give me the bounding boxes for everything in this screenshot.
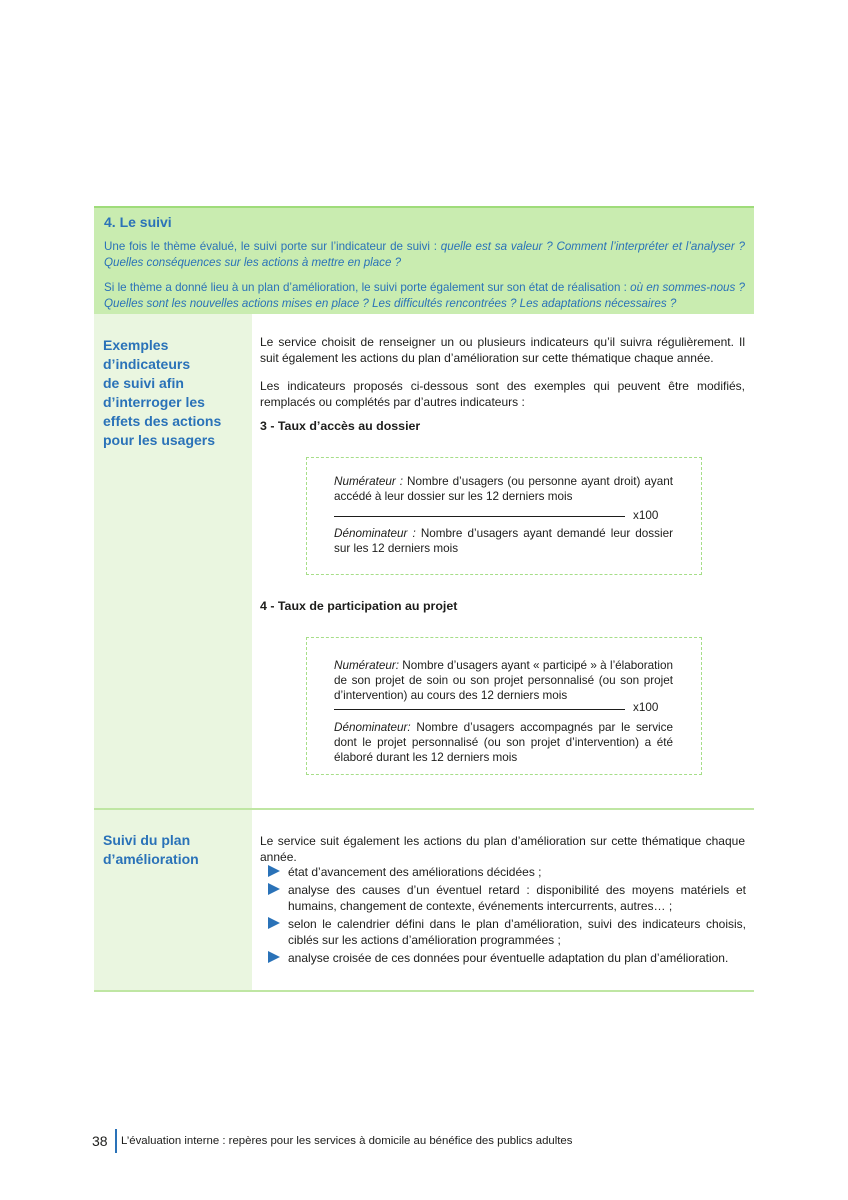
plan-intro: Le service suit également les actions du plan d’amélioration sur cette thématique chaque année. (260, 834, 745, 864)
indicateurs-heading: Exemples d’indicateurs de suivi afin d’interroger les effets des actions pour les usagers (103, 337, 222, 448)
page-number: 38 (92, 1133, 108, 1149)
numerator-text: Nombre d’usagers (ou personne ayant droit) ayant accédé à leur dossier sur les 12 derniers mois (334, 475, 673, 503)
list-item (268, 864, 746, 880)
running-footer: L’évaluation interne : repères pour les services à domicile au bénéfice des publics adultes (121, 1135, 573, 1147)
indicateurs-intro-2: Les indicateurs proposés ci-dessous sont des exemples qui peuvent être modifiés, remplacés ou complétés par d’autres indicateurs : (260, 379, 745, 409)
bullet-text: analyse des causes d’un éventuel retard : disponibilité des moyens matériels et humains, changement de contexte, événements intercurrents, autres… ; (288, 883, 746, 913)
indicator-3-title: 3 - Taux d’accès au dossier (260, 419, 421, 433)
fraction-line (334, 516, 625, 517)
list-item (268, 882, 746, 914)
indicator-3-formula-box (306, 457, 702, 575)
indicator-4-title: 4 - Taux de participation au projet (260, 599, 458, 613)
suivi-p2-text: Si le thème a donné lieu à un plan d’amélioration, le suivi porte également sur son état de réalisation : (104, 281, 631, 294)
denominator-label: Dénominateur : (334, 527, 416, 540)
suivi-paragraph-1 (104, 239, 745, 271)
suivi-title: 4. Le suivi (104, 214, 172, 230)
denominator-label: Dénominateur: (334, 721, 411, 734)
bullet-text: analyse croisée de ces données pour éventuelle adaptation du plan d’amélioration. (288, 951, 729, 965)
list-item (268, 950, 746, 966)
suivi-paragraph-2 (104, 280, 745, 312)
indicator-4-numerator (334, 658, 673, 703)
numerator-text: Nombre d’usagers ayant « participé » à l’élaboration de son projet de soin ou son projet personnalisé (ou son projet d’intervention) au cours des 12 derniers mois (334, 659, 673, 702)
arrow-bullet-icon (268, 951, 280, 963)
bullet-text: état d’avancement des améliorations décidées ; (288, 865, 542, 879)
bottom-divider (94, 990, 754, 992)
indicator-3-denominator (334, 526, 673, 556)
list-item (268, 916, 746, 948)
denominator-text: Nombre d’usagers accompagnés par le service dont le projet personnalisé (ou son projet d’intervention) a été élaboré durant les 12 derniers mois (334, 721, 673, 764)
left-column (94, 314, 252, 991)
suivi-p1-text: Une fois le thème évalué, le suivi porte sur l’indicateur de suivi : (104, 240, 441, 253)
indicateurs-intro-1: Le service choisit de renseigner un ou plusieurs indicateurs qu’il suivra régulièrement. Il suit également les actions du plan d’amélioration sur cette thématique chaque année. (260, 335, 745, 365)
numerator-label: Numérateur : (334, 475, 403, 488)
suivi-p2-questions: où en sommes-nous ? Quelles sont les nouvelles actions mises en place ? Les difficultés rencontrées ? Les adaptations nécessaires ? (104, 281, 745, 310)
arrow-bullet-icon (268, 883, 280, 895)
indicator-4-formula-box (306, 637, 702, 775)
numerator-label: Numérateur: (334, 659, 399, 672)
footer-separator (115, 1129, 117, 1153)
indicator-4-denominator (334, 720, 673, 765)
fraction-line (334, 709, 625, 710)
suivi-p1-questions: quelle est sa valeur ? Comment l’interpréter et l’analyser ? Quelles conséquences sur les actions à mettre en place ? (104, 240, 745, 269)
plan-bullet-list (268, 864, 746, 968)
multiplier: x100 (633, 509, 659, 522)
section-divider (94, 808, 754, 810)
suivi-section-box (94, 206, 754, 314)
plan-heading: Suivi du plan d’amélioration (103, 832, 199, 867)
bullet-text: selon le calendrier défini dans le plan d’amélioration, suivi des indicateurs choisis, ciblés sur les actions d’amélioration programmées ; (288, 917, 746, 947)
arrow-bullet-icon (268, 865, 280, 877)
indicator-3-numerator (334, 474, 673, 504)
denominator-text: Nombre d’usagers ayant demandé leur dossier sur les 12 derniers mois (334, 527, 673, 555)
arrow-bullet-icon (268, 917, 280, 929)
multiplier: x100 (633, 701, 659, 714)
